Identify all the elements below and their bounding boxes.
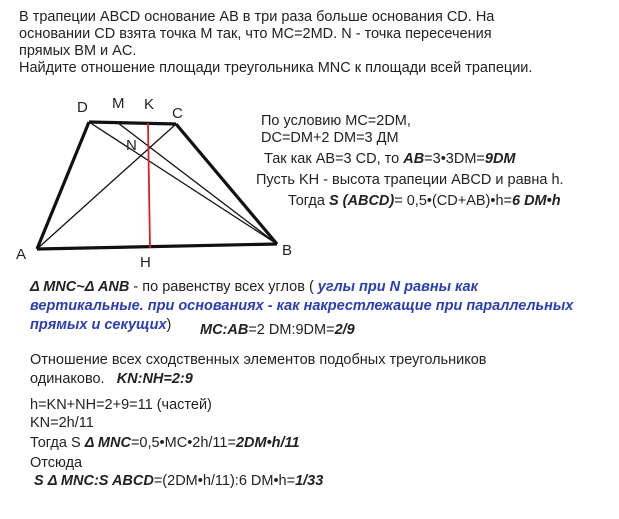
solution-line: Так как AB=3 CD, то AB=3•3DM=9DM xyxy=(264,151,516,167)
label-k: K xyxy=(144,96,155,113)
solution-line: одинаково. KN:NH=2:9 xyxy=(30,371,193,387)
similarity-line: прямых и секущих) xyxy=(30,317,172,333)
label-b: B xyxy=(282,242,293,259)
base-cd xyxy=(89,122,176,124)
height-kh xyxy=(148,123,150,248)
label-a: A xyxy=(16,246,27,263)
ratio-line: MC:AB=2 DM:9DM=2/9 xyxy=(200,322,355,338)
label-d: D xyxy=(77,99,88,116)
solution-line: Отсюда xyxy=(30,455,83,471)
diagonal-ac xyxy=(37,124,176,249)
solution-line: Тогда S (ABCD)= 0,5•(CD+AB)•h=6 DM•h xyxy=(288,193,561,209)
side-ad xyxy=(37,122,89,249)
label-n: N xyxy=(126,137,137,154)
solution-line: По условию MC=2DM, xyxy=(261,113,411,129)
problem-line: В трапеции ABCD основание AB в три раза больше основания CD. На xyxy=(19,9,495,25)
similarity-line: Δ MNC~Δ ANB - по равенству всех углов ( углы при N равны как xyxy=(30,279,478,295)
problem-statement xyxy=(19,9,532,77)
solution-line: Отношение всех сходственных элементов подобных треугольников xyxy=(30,352,487,368)
solution-line: Тогда S Δ MNC=0,5•MC•2h/11=2DM•h/11 xyxy=(30,435,300,451)
label-m: M xyxy=(112,95,125,112)
solution-line: DC=DM+2 DM=3 ДМ xyxy=(261,130,399,146)
label-h: H xyxy=(140,254,151,271)
problem-line: основании CD взята точка M так, что MC=2MD. N - точка пересечения xyxy=(19,26,492,42)
label-c: C xyxy=(172,105,183,122)
segment-bm xyxy=(118,123,277,244)
problem-line: Найдите отношение площади треугольника MNC к площади всей трапеции. xyxy=(19,60,533,76)
final-answer: S Δ MNC:S ABCD=(2DM•h/11):6 DM•h=1/33 xyxy=(34,473,324,489)
diagonal-bd xyxy=(89,122,277,244)
similarity-line: вертикальные. при основаниях - как накрестлежащие при параллельных xyxy=(30,298,574,314)
problem-line: прямых BM и AC. xyxy=(19,43,137,59)
solution-line: KN=2h/11 xyxy=(30,415,94,431)
solution-line: h=KN+NH=2+9=11 (частей) xyxy=(30,397,212,413)
solution-line: Пусть KH - высота трапеции ABCD и равна h. xyxy=(256,172,564,188)
base-ab xyxy=(37,244,277,249)
